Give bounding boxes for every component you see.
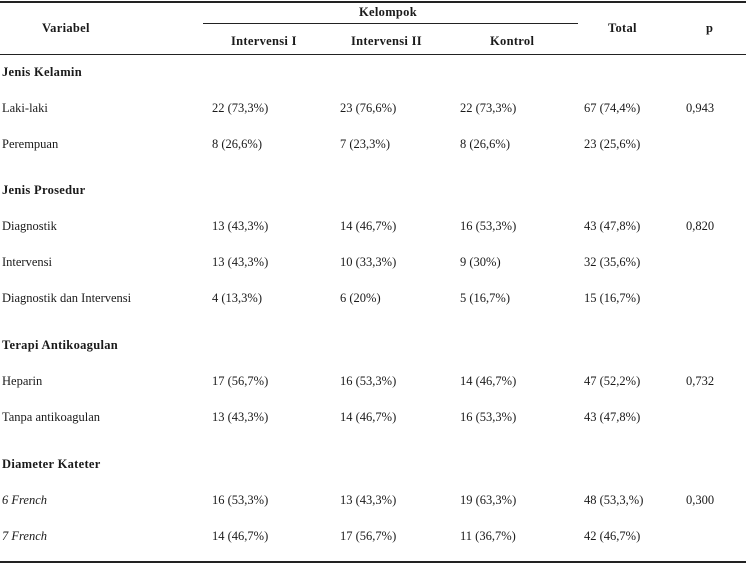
row-label: 7 French [2, 529, 48, 543]
kelompok-underline [203, 23, 578, 24]
row-label: Perempuan [2, 137, 59, 151]
header-bottom-rule [0, 54, 746, 55]
cell-p: 0,300 [686, 493, 715, 507]
section-title: Terapi Antikoagulan [2, 338, 119, 352]
cell-c3: 16 (53,3%) [460, 219, 517, 233]
row-label: Diagnostik dan Intervensi [2, 291, 132, 305]
header-total: Total [608, 21, 637, 35]
cell-total: 15 (16,7%) [584, 291, 641, 305]
row-label: Tanpa antikoagulan [2, 410, 101, 424]
cell-c2: 23 (76,6%) [340, 101, 397, 115]
cell-c1: 13 (43,3%) [212, 410, 269, 424]
cell-p: 0,732 [686, 374, 715, 388]
cell-c2: 14 (46,7%) [340, 410, 397, 424]
row-label: Heparin [2, 374, 43, 388]
cell-p: 0,820 [686, 219, 715, 233]
cell-c2: 17 (56,7%) [340, 529, 397, 543]
cell-c3: 8 (26,6%) [460, 137, 510, 151]
cell-c3: 16 (53,3%) [460, 410, 517, 424]
cell-c3: 5 (16,7%) [460, 291, 510, 305]
cell-c3: 9 (30%) [460, 255, 501, 269]
cell-c2: 10 (33,3%) [340, 255, 397, 269]
row-label: Intervensi [2, 255, 52, 269]
cell-c1: 14 (46,7%) [212, 529, 269, 543]
cell-c3: 22 (73,3%) [460, 101, 517, 115]
header-variabel: Variabel [42, 21, 90, 35]
section-title: Diameter Kateter [2, 457, 101, 471]
header-group-kontrol: Kontrol [490, 34, 535, 48]
section-title: Jenis Prosedur [2, 183, 86, 197]
cell-c3: 14 (46,7%) [460, 374, 517, 388]
cell-c2: 6 (20%) [340, 291, 381, 305]
cell-c1: 16 (53,3%) [212, 493, 269, 507]
cell-total: 43 (47,8%) [584, 219, 641, 233]
cell-c3: 19 (63,3%) [460, 493, 517, 507]
cell-c2: 7 (23,3%) [340, 137, 390, 151]
section-title: Jenis Kelamin [2, 65, 82, 79]
cell-c1: 8 (26,6%) [212, 137, 262, 151]
cell-total: 23 (25,6%) [584, 137, 641, 151]
header-group-intervensi-2: Intervensi II [351, 34, 422, 48]
table-bottom-rule [0, 561, 746, 563]
header-kelompok: Kelompok [359, 5, 417, 19]
cell-c1: 17 (56,7%) [212, 374, 269, 388]
cell-total: 32 (35,6%) [584, 255, 641, 269]
cell-total: 43 (47,8%) [584, 410, 641, 424]
row-label: 6 French [2, 493, 48, 507]
header-group-intervensi-1: Intervensi I [231, 34, 297, 48]
row-label: Diagnostik [2, 219, 57, 233]
cell-total: 47 (52,2%) [584, 374, 641, 388]
cell-c1: 13 (43,3%) [212, 255, 269, 269]
cell-c2: 16 (53,3%) [340, 374, 397, 388]
table-top-rule [0, 1, 746, 3]
row-label: Laki-laki [2, 101, 48, 115]
cell-c2: 14 (46,7%) [340, 219, 397, 233]
cell-total: 48 (53,3,%) [584, 493, 644, 507]
cell-p: 0,943 [686, 101, 715, 115]
cell-c1: 4 (13,3%) [212, 291, 262, 305]
cell-total: 67 (74,4%) [584, 101, 641, 115]
cell-c1: 13 (43,3%) [212, 219, 269, 233]
cell-c2: 13 (43,3%) [340, 493, 397, 507]
header-p: p [706, 21, 714, 35]
cell-c1: 22 (73,3%) [212, 101, 269, 115]
cell-c3: 11 (36,7%) [460, 529, 516, 543]
cell-total: 42 (46,7%) [584, 529, 641, 543]
